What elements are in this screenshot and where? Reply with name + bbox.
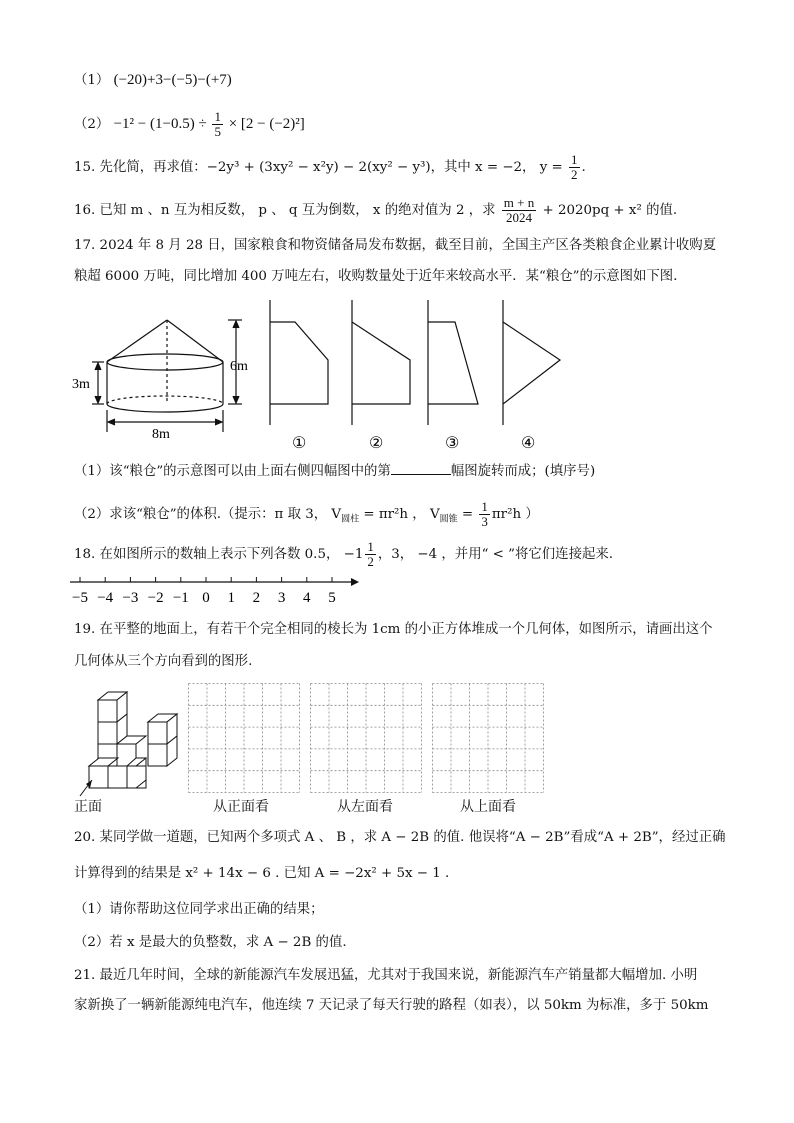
denominator: 3 — [481, 514, 488, 529]
q21-line2: 家新换了一辆新能源纯电汽车，他连续 7 天记录了每天行驶的路程（如表），以 50km 为标准，多于 50km — [74, 998, 709, 1013]
numerator: 1 — [571, 152, 578, 167]
grid-front[interactable] — [188, 683, 300, 793]
q14-part2 — [74, 110, 305, 139]
q20-line2: 计算得到的结果是 x² + 14x − 6 . 已知 A = −2x² + 5x − 1 . — [74, 866, 450, 881]
profile-figure-4 — [503, 300, 560, 425]
number-line-label: −5 — [72, 590, 88, 606]
question-text-a: 16. 已知 m 、n 互为相反数， p 、 q 互为倒数， x 的绝对值为 2 ，求 — [74, 203, 500, 218]
expression: (−20)+3−(−5)−(+7) — [113, 72, 232, 88]
q19-line2: 几何体从三个方向看到的图形. — [74, 654, 253, 669]
grid-caption-left: 从左面看 — [337, 799, 393, 815]
profile-figure-1 — [270, 300, 328, 425]
number-line-label: −2 — [147, 590, 164, 606]
sub1-text-a: （1）该“粮仓”的示意图可以由上面右侧四幅图中的第 — [74, 464, 391, 479]
q20-sub2: （2）若 x 是最大的负整数，求 A − 2B 的值. — [74, 935, 347, 950]
front-label: 正面 — [74, 799, 102, 815]
figure-label-4: ④ — [521, 435, 536, 452]
number-line-label: 4 — [303, 590, 311, 606]
number-line-label: 1 — [227, 590, 235, 606]
fraction — [212, 110, 223, 139]
subscript-cone: 圆锥 — [439, 514, 458, 525]
number-line-label: −1 — [172, 590, 189, 606]
dim-width-label: 8m — [152, 427, 170, 442]
figure-label-3: ③ — [445, 435, 460, 452]
number-line — [70, 572, 370, 608]
sub2-text-d: πr²h ） — [491, 507, 539, 522]
dim-cyl-label: 3m — [72, 377, 90, 392]
number-line-label: 5 — [328, 590, 336, 606]
sub1-text-b: 幅图旋转而成；(填序号) — [450, 464, 596, 479]
sub2-text-c: = — [457, 507, 478, 522]
fraction — [479, 500, 490, 529]
fraction — [569, 153, 580, 182]
q18 — [74, 540, 613, 569]
number-line-label: −3 — [122, 590, 139, 606]
grid-caption-front: 从正面看 — [213, 799, 269, 815]
denominator: 2 — [571, 167, 578, 182]
answer-blank[interactable] — [391, 462, 451, 475]
q17-sub1 — [74, 462, 595, 482]
subscript-cylinder: 圆柱 — [341, 514, 360, 525]
denominator: 2024 — [505, 210, 532, 225]
denominator: 2 — [367, 554, 374, 569]
numerator: 1 — [367, 539, 374, 554]
question-text-b: ，3， −4 ，并用“ < ”将它们连接起来. — [377, 547, 613, 562]
silo-diagram — [92, 320, 242, 432]
q21-line1: 21. 最近几年时间，全球的新能源汽车发展迅猛，尤其对于我国来说，新能源汽车产销量都大幅增加. 小明 — [74, 968, 698, 983]
number-line-label: −4 — [97, 590, 114, 606]
dim-height-label: 6m — [230, 359, 248, 374]
q15 — [74, 153, 586, 182]
fraction — [365, 540, 376, 569]
profile-figure-3 — [428, 300, 478, 425]
fraction — [502, 196, 536, 225]
q17-line1: 17. 2024 年 8 月 28 日，国家粮食和物资储备局发布数据，截至目前，全国主产区各类粮食企业累计收购夏 — [74, 238, 717, 253]
figure-label-1: ① — [292, 435, 307, 452]
expression-b: × [2 − (−2)²] — [224, 116, 305, 132]
question-text-b: + 2020pq + x² 的值. — [538, 203, 678, 218]
figure-label-2: ② — [369, 435, 384, 452]
q19-line1: 19. 在平整的地面上，有若干个完全相同的棱长为 1cm 的小正方体堆成一个几何体，如图所示，请画出这个 — [74, 622, 713, 637]
numerator: 1 — [481, 499, 488, 514]
expression-a: −1² − (1−0.5) ÷ — [113, 116, 211, 132]
q16 — [74, 196, 677, 225]
grid-left[interactable] — [310, 683, 422, 793]
sub2-text-b: = πr²h ， V — [359, 507, 440, 522]
number-line-label: 0 — [202, 590, 210, 606]
q20-sub1: （1）请你帮助这位同学求出正确的结果； — [74, 902, 324, 917]
grid-top[interactable] — [432, 683, 544, 793]
q14-part1 — [74, 70, 232, 91]
number-line-label: 2 — [252, 590, 261, 606]
grid-caption-top: 从上面看 — [460, 799, 516, 815]
part-label: （1） — [74, 73, 110, 88]
denominator: 5 — [214, 124, 221, 139]
q17-sub2 — [74, 500, 539, 530]
sub2-text-a: （2）求该“粮仓”的体积.（提示：π 取 3， V — [74, 507, 342, 522]
q17-figures — [70, 300, 590, 460]
q17-line2: 粮超 6000 万吨，同比增加 400 万吨左右，收购数量处于近年来较高水平．某“粮仓”的示意图如下图． — [74, 269, 687, 284]
numerator: 1 — [214, 109, 221, 124]
number-line-label: 3 — [277, 590, 286, 606]
profile-figure-2 — [352, 300, 410, 425]
q20-line1: 20. 某同学做一道题，已知两个多项式 A 、 B ，求 A − 2B 的值. 他误将“A − 2B”看成“A + 2B”，经过正确 — [74, 830, 726, 845]
arrow-right-icon — [351, 578, 359, 586]
question-text-a: 18. 在如图所示的数轴上表示下列各数 0.5， −1 — [74, 547, 364, 562]
numerator: m + n — [503, 195, 535, 210]
part-label: （2） — [74, 117, 110, 132]
tail: . — [581, 160, 586, 175]
question-text: 15. 先化简，再求值：−2y³ + (3xy² − x²y) − 2(xy² − y³)，其中 x = −2， y = — [74, 160, 568, 175]
